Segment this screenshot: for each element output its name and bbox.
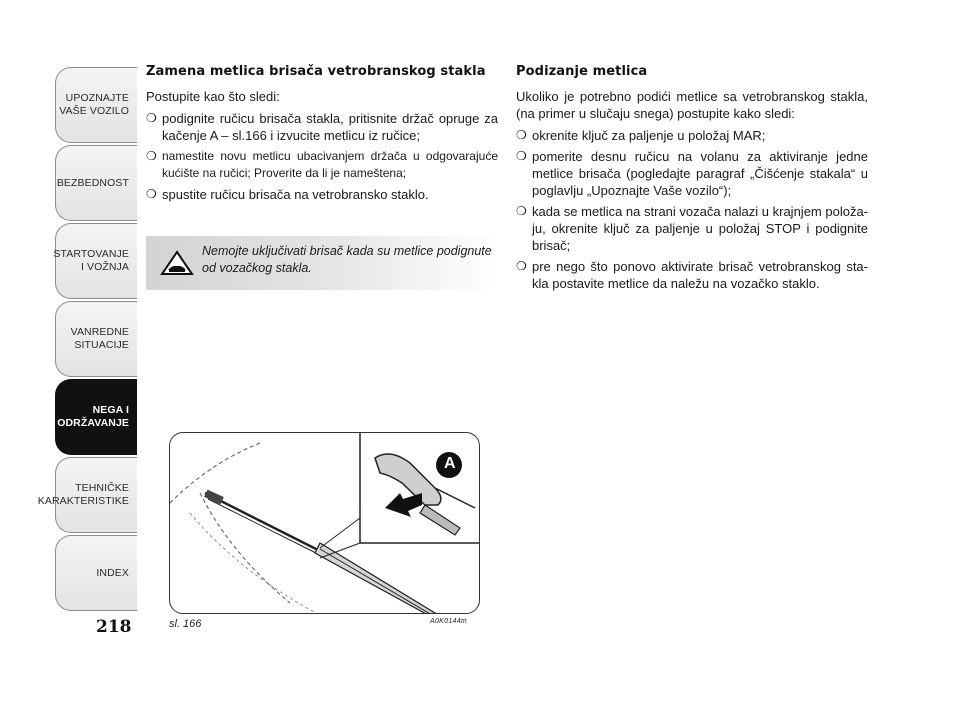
bullet-icon: ❍ xyxy=(516,128,527,142)
warning-box xyxy=(146,236,498,290)
list-item: ❍ pre nego što ponovo aktivirate brisač vetrobranskog sta- kla postavite metlice da naležu na vozačko staklo. xyxy=(516,259,868,291)
list-item: ❍ podignite ručicu brisača stakla, pritisnite držač opruge za kačenje A – sl.166 i izvucite metlicu iz ručice; xyxy=(146,111,498,143)
steps-list xyxy=(516,127,868,292)
tab-upoznajte[interactable]: UPOZNAJTE VAŠE VOZILO xyxy=(55,67,137,143)
tab-tehnicke[interactable]: TEHNIČKE KARAKTERISTIKE xyxy=(55,457,137,533)
section-heading-wiper-replacement: Zamena metlica brisača vetrobranskog stakla xyxy=(146,64,486,79)
callout-a-label: A xyxy=(444,455,456,472)
tab-index[interactable]: INDEX xyxy=(55,535,137,611)
list-item: ❍ okrenite ključ za paljenje u položaj MAR; xyxy=(516,128,766,143)
wiper-drawing xyxy=(170,433,480,614)
intro-text: Postupite kao što sledi: xyxy=(146,89,280,104)
page-number: 218 xyxy=(96,617,132,637)
bullet-icon: ❍ xyxy=(516,149,527,163)
right-column xyxy=(516,64,868,296)
list-item: ❍ kada se metlica na strani vozača nalazi u krajnjem položa- ju, okrenite ključ za paljenje u položaj STOP i podignite brisač; xyxy=(516,204,869,253)
list-item: ❍ spustite ručicu brisača na vetrobransko staklo. xyxy=(146,187,429,202)
steps-list xyxy=(146,110,498,203)
warning-text: Nemojte uključivati brisač kada su metlice podignute od vozačkog stakla. xyxy=(202,244,492,275)
tab-startovanje[interactable]: STARTOVANJE I VOŽNJA xyxy=(55,223,137,299)
tab-vanredne[interactable]: VANREDNE SITUACIJE xyxy=(55,301,137,377)
bullet-icon: ❍ xyxy=(146,149,157,163)
figure-caption: sl. 166 xyxy=(169,618,202,630)
bullet-icon: ❍ xyxy=(516,259,527,273)
bullet-icon: ❍ xyxy=(146,187,157,201)
figure-code: A0K0144m xyxy=(430,618,468,625)
section-heading-lifting-wipers: Podizanje metlica xyxy=(516,64,648,79)
bullet-icon: ❍ xyxy=(516,204,527,218)
list-item: ❍ namestite novu metlicu ubacivanjem držača u odgovarajuće kućište na ručici; Proverite da li je nameštena; xyxy=(146,149,498,180)
left-column xyxy=(146,64,498,207)
bullet-icon: ❍ xyxy=(146,111,157,125)
figure-wiper-illustration xyxy=(169,432,480,614)
warning-triangle-icon xyxy=(160,250,194,276)
list-item: ❍ pomerite desnu ručicu na volanu za aktiviranje jedne metlice brisača (pogledajte paragraf „Čišćenje stakala“ u poglavlju „Upoznajte Vaše vozilo“); xyxy=(516,149,868,198)
tab-nega-odrzavanje[interactable]: NEGA I ODRŽAVANJE xyxy=(55,379,137,455)
intro-text: Ukoliko je potrebno podići metlice sa vetrobranskog stakla, (na primer u slučaju snega) postupite kako sledi: xyxy=(516,89,868,121)
tab-bezbednost[interactable]: BEZBEDNOST xyxy=(55,145,137,221)
